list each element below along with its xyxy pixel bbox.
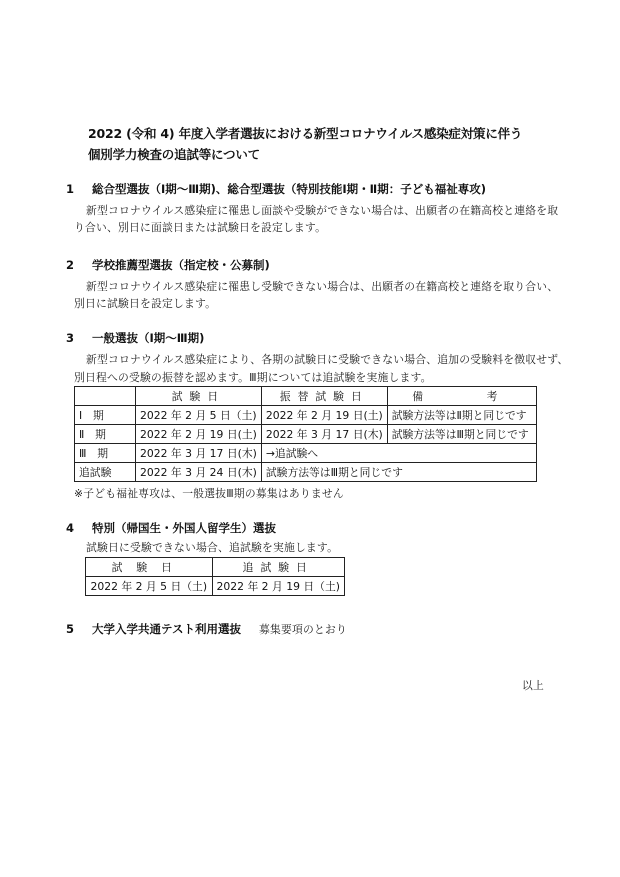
section-1-heading [66, 181, 486, 197]
section-title: 特別（帰国生・外国人留学生）選抜 [92, 521, 276, 535]
section-number: 2 [66, 258, 75, 272]
table-cell: Ⅲ 期 [75, 444, 136, 463]
table-row [86, 577, 345, 596]
table-cell: 試験方法等はⅢ期と同じです [387, 425, 536, 444]
table-cell: 2022 年 2 月 19 日(土) [136, 425, 262, 444]
special-selection-schedule-table [85, 557, 345, 596]
table-header-row [86, 558, 345, 577]
table-cell: 試験方法等はⅡ期と同じです [387, 406, 536, 425]
section-1-body-line2: り合い、別日に面談日または試験日を設定します。 [74, 221, 327, 234]
table-cell: Ⅰ 期 [75, 406, 136, 425]
section-number: 3 [66, 331, 75, 345]
section-5-body: 募集要項のとおり [259, 623, 347, 636]
section-number: 4 [66, 521, 75, 535]
general-selection-schedule-table [74, 386, 537, 482]
table-cell: →追試験へ [261, 444, 536, 463]
closing-text: 以上 [522, 679, 544, 692]
section-3-heading [66, 330, 204, 346]
section-5-heading [66, 621, 241, 637]
section-2-body-line1: 新型コロナウイルス感染症に罹患し受験できない場合は、出願者の在籍高校と連絡を取り合い、 [86, 280, 559, 293]
table-cell: Ⅱ 期 [75, 425, 136, 444]
section-title: 一般選抜（Ⅰ期～Ⅲ期) [92, 331, 205, 345]
section-3-body-line1: 新型コロナウイルス感染症により、各期の試験日に受験できない場合、追加の受験料を徴収せず、 [86, 353, 569, 366]
table-row [75, 444, 537, 463]
table-header-cell: 試験日 [136, 387, 262, 406]
section-3-body-line2: 別日程への受験の振替を認めます。Ⅲ期については追試験を実施します。 [74, 371, 432, 384]
section-2-body-line2: 別日に試験日を設定します。 [74, 297, 217, 310]
table-cell: 2022 年 3 月 17 日(木) [136, 444, 262, 463]
section-number: 1 [66, 182, 75, 196]
section-4-heading [66, 520, 276, 536]
document-title-line2: 個別学力検査の追試等について [88, 147, 260, 162]
table-cell: 2022 年 2 月 5 日（土) [136, 406, 262, 425]
table-row [75, 425, 537, 444]
table-header-row [75, 387, 537, 406]
table-header-cell: 振替試験日 [261, 387, 387, 406]
document-title-line1: 2022 (令和 4) 年度入学者選抜における新型コロナウイルス感染症対策に伴う [88, 126, 523, 141]
table-header-cell: 備 考 [387, 387, 536, 406]
section-1-body-line1: 新型コロナウイルス感染症に罹患し面談や受験ができない場合は、出願者の在籍高校と連絡を取 [86, 204, 559, 217]
section-title: 大学入学共通テスト利用選抜 [92, 622, 242, 636]
section-2-heading [66, 257, 270, 273]
table-row [75, 406, 537, 425]
table-cell: 2022 年 2 月 5 日（土) [86, 577, 213, 596]
table-cell: 追試験 [75, 463, 136, 482]
table-cell: 2022 年 2 月 19 日（土) [212, 577, 344, 596]
table-header-cell [75, 387, 136, 406]
section-title: 学校推薦型選抜（指定校・公募制) [92, 258, 270, 272]
section-title: 総合型選抜（Ⅰ期～Ⅲ期)、総合型選抜（特別技能Ⅰ期・Ⅱ期：子ども福祉専攻) [92, 182, 487, 196]
table-cell: 2022 年 2 月 19 日(土) [261, 406, 387, 425]
table-cell: 2022 年 3 月 24 日(木) [136, 463, 262, 482]
section-number: 5 [66, 622, 75, 636]
table-header-cell: 試験日 [86, 558, 213, 577]
table-cell: 試験方法等はⅢ期と同じです [261, 463, 536, 482]
table-cell: 2022 年 3 月 17 日(木) [261, 425, 387, 444]
section-4-body-line1: 試験日に受験できない場合、追試験を実施します。 [86, 541, 339, 554]
table-header-cell: 追試験日 [212, 558, 344, 577]
table-row [75, 463, 537, 482]
section-3-note: ※子ども福祉専攻は、一般選抜Ⅲ期の募集はありません [74, 487, 344, 500]
